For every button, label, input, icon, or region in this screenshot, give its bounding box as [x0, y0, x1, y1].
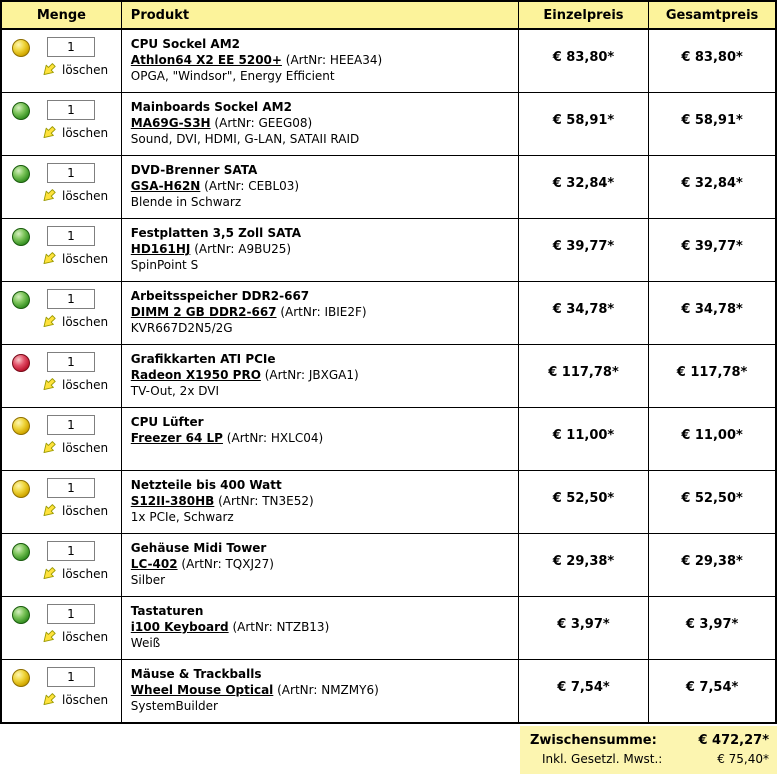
- stock-status-led-yellow-icon: [12, 39, 30, 57]
- product-description: KVR667D2N5/2G: [130, 321, 233, 335]
- summary-box: [520, 726, 777, 774]
- delete-arrow-icon: [42, 251, 57, 266]
- product-description: Weiß: [130, 636, 161, 650]
- vat-label: Inkl. Gesetzl. Mwst.:: [542, 752, 663, 766]
- total-price: € 3,97*: [649, 597, 776, 660]
- delete-link[interactable]: löschen: [42, 629, 108, 644]
- cart-row: [1, 471, 776, 534]
- stock-status-led-yellow-icon: [12, 417, 30, 435]
- product-description: Sound, DVI, HDMI, G-LAN, SATAII RAID: [130, 132, 360, 146]
- cart-row: [1, 282, 776, 345]
- delete-arrow-icon: [42, 377, 57, 392]
- header-produkt: Produkt: [121, 1, 518, 29]
- unit-price: € 29,38*: [518, 534, 648, 597]
- stock-status-led-green-icon: [12, 102, 30, 120]
- delete-link[interactable]: löschen: [42, 125, 108, 140]
- product-artnr: (ArtNr: NTZB13): [232, 620, 330, 634]
- product-artnr: (ArtNr: HXLC04): [226, 431, 324, 445]
- product-link[interactable]: Athlon64 X2 EE 5200+: [130, 53, 282, 67]
- total-price: € 29,38*: [649, 534, 776, 597]
- product-category: Gehäuse Midi Tower: [130, 541, 267, 555]
- product-artnr: (ArtNr: TQXJ27): [181, 557, 274, 571]
- vat-value: € 75,40*: [717, 752, 769, 766]
- product-category: CPU Sockel AM2: [130, 37, 240, 51]
- unit-price: € 7,54*: [518, 660, 648, 724]
- cart-row: [1, 345, 776, 408]
- header-einzelpreis: Einzelpreis: [518, 1, 648, 29]
- delete-arrow-icon: [42, 188, 57, 203]
- product-description: TV-Out, 2x DVI: [130, 384, 220, 398]
- delete-link[interactable]: löschen: [42, 503, 108, 518]
- unit-price: € 117,78*: [518, 345, 648, 408]
- product-category: Tastaturen: [130, 604, 204, 618]
- quantity-input[interactable]: [47, 226, 95, 246]
- unit-price: € 39,77*: [518, 219, 648, 282]
- total-price: € 83,80*: [649, 29, 776, 93]
- total-price: € 39,77*: [649, 219, 776, 282]
- quantity-input[interactable]: [47, 100, 95, 120]
- product-description: 1x PCIe, Schwarz: [130, 510, 234, 524]
- stock-status-led-green-icon: [12, 291, 30, 309]
- delete-arrow-icon: [42, 692, 57, 707]
- cart-row: [1, 408, 776, 471]
- unit-price: € 32,84*: [518, 156, 648, 219]
- delete-link[interactable]: löschen: [42, 62, 108, 77]
- product-link[interactable]: Radeon X1950 PRO: [130, 368, 261, 382]
- stock-status-led-green-icon: [12, 543, 30, 561]
- delete-link[interactable]: löschen: [42, 440, 108, 455]
- product-category: Grafikkarten ATI PCIe: [130, 352, 276, 366]
- delete-link[interactable]: löschen: [42, 251, 108, 266]
- subtotal-label: Zwischensumme:: [530, 733, 657, 748]
- cart-row: [1, 156, 776, 219]
- quantity-input[interactable]: [47, 667, 95, 687]
- product-artnr: (ArtNr: A9BU25): [194, 242, 292, 256]
- total-price: € 7,54*: [649, 660, 776, 724]
- delete-arrow-icon: [42, 503, 57, 518]
- product-category: Arbeitsspeicher DDR2-667: [130, 289, 310, 303]
- product-description: OPGA, "Windsor", Energy Efficient: [130, 69, 335, 83]
- quantity-input[interactable]: [47, 478, 95, 498]
- stock-status-led-green-icon: [12, 165, 30, 183]
- delete-arrow-icon: [42, 125, 57, 140]
- cart-row: [1, 597, 776, 660]
- unit-price: € 11,00*: [518, 408, 648, 471]
- subtotal-value: € 472,27*: [698, 733, 769, 748]
- product-description: SpinPoint S: [130, 258, 199, 272]
- stock-status-led-green-icon: [12, 228, 30, 246]
- unit-price: € 52,50*: [518, 471, 648, 534]
- delete-link[interactable]: löschen: [42, 566, 108, 581]
- quantity-input[interactable]: [47, 604, 95, 624]
- unit-price: € 58,91*: [518, 93, 648, 156]
- stock-status-led-green-icon: [12, 606, 30, 624]
- stock-status-led-red-icon: [12, 354, 30, 372]
- header-row: [1, 1, 776, 29]
- product-artnr: (ArtNr: HEEA34): [285, 53, 383, 67]
- cart-row: [1, 93, 776, 156]
- cart-row: [1, 534, 776, 597]
- delete-arrow-icon: [42, 629, 57, 644]
- header-menge: Menge: [1, 1, 121, 29]
- delete-arrow-icon: [42, 314, 57, 329]
- product-link[interactable]: MA69G-S3H: [130, 116, 211, 130]
- unit-price: € 3,97*: [518, 597, 648, 660]
- product-description: SystemBuilder: [130, 699, 218, 713]
- product-artnr: (ArtNr: NMZMY6): [277, 683, 379, 697]
- delete-link[interactable]: löschen: [42, 188, 108, 203]
- quantity-input[interactable]: [47, 352, 95, 372]
- total-price: € 32,84*: [649, 156, 776, 219]
- product-artnr: (ArtNr: GEEG08): [214, 116, 313, 130]
- product-artnr: (ArtNr: JBXGA1): [264, 368, 359, 382]
- delete-arrow-icon: [42, 440, 57, 455]
- total-price: € 11,00*: [649, 408, 776, 471]
- stock-status-led-yellow-icon: [12, 480, 30, 498]
- product-link[interactable]: DIMM 2 GB DDR2-667: [130, 305, 277, 319]
- product-category: Netzteile bis 400 Watt: [130, 478, 282, 492]
- total-price: € 34,78*: [649, 282, 776, 345]
- product-category: Mäuse & Trackballs: [130, 667, 262, 681]
- product-link[interactable]: GSA-H62N: [130, 179, 201, 193]
- product-link[interactable]: Freezer 64 LP: [130, 431, 223, 445]
- product-link[interactable]: i100 Keyboard: [130, 620, 229, 634]
- quantity-input[interactable]: [47, 541, 95, 561]
- delete-arrow-icon: [42, 566, 57, 581]
- product-description: Blende in Schwarz: [130, 195, 242, 209]
- product-category: DVD-Brenner SATA: [130, 163, 258, 177]
- unit-price: € 83,80*: [518, 29, 648, 93]
- product-artnr: (ArtNr: TN3E52): [218, 494, 314, 508]
- unit-price: € 34,78*: [518, 282, 648, 345]
- quantity-input[interactable]: [47, 415, 95, 435]
- quantity-input[interactable]: [47, 37, 95, 57]
- product-category: Mainboards Sockel AM2: [130, 100, 292, 114]
- total-price: € 117,78*: [649, 345, 776, 408]
- product-link[interactable]: HD161HJ: [130, 242, 191, 256]
- cart-row: [1, 29, 776, 93]
- product-category: CPU Lüfter: [130, 415, 204, 429]
- total-price: € 52,50*: [649, 471, 776, 534]
- product-link[interactable]: Wheel Mouse Optical: [130, 683, 274, 697]
- delete-link[interactable]: löschen: [42, 314, 108, 329]
- quantity-input[interactable]: [47, 163, 95, 183]
- cart-row: [1, 660, 776, 724]
- product-category: Festplatten 3,5 Zoll SATA: [130, 226, 301, 240]
- product-link[interactable]: S12II-380HB: [130, 494, 215, 508]
- quantity-input[interactable]: [47, 289, 95, 309]
- cart-row: [1, 219, 776, 282]
- delete-link[interactable]: löschen: [42, 377, 108, 392]
- stock-status-led-yellow-icon: [12, 669, 30, 687]
- product-artnr: (ArtNr: CEBL03): [204, 179, 300, 193]
- product-link[interactable]: LC-402: [130, 557, 178, 571]
- product-description: Silber: [130, 573, 166, 587]
- product-artnr: (ArtNr: IBIE2F): [280, 305, 367, 319]
- delete-arrow-icon: [42, 62, 57, 77]
- header-gesamtpreis: Gesamtpreis: [649, 1, 776, 29]
- delete-link[interactable]: löschen: [42, 692, 108, 707]
- total-price: € 58,91*: [649, 93, 776, 156]
